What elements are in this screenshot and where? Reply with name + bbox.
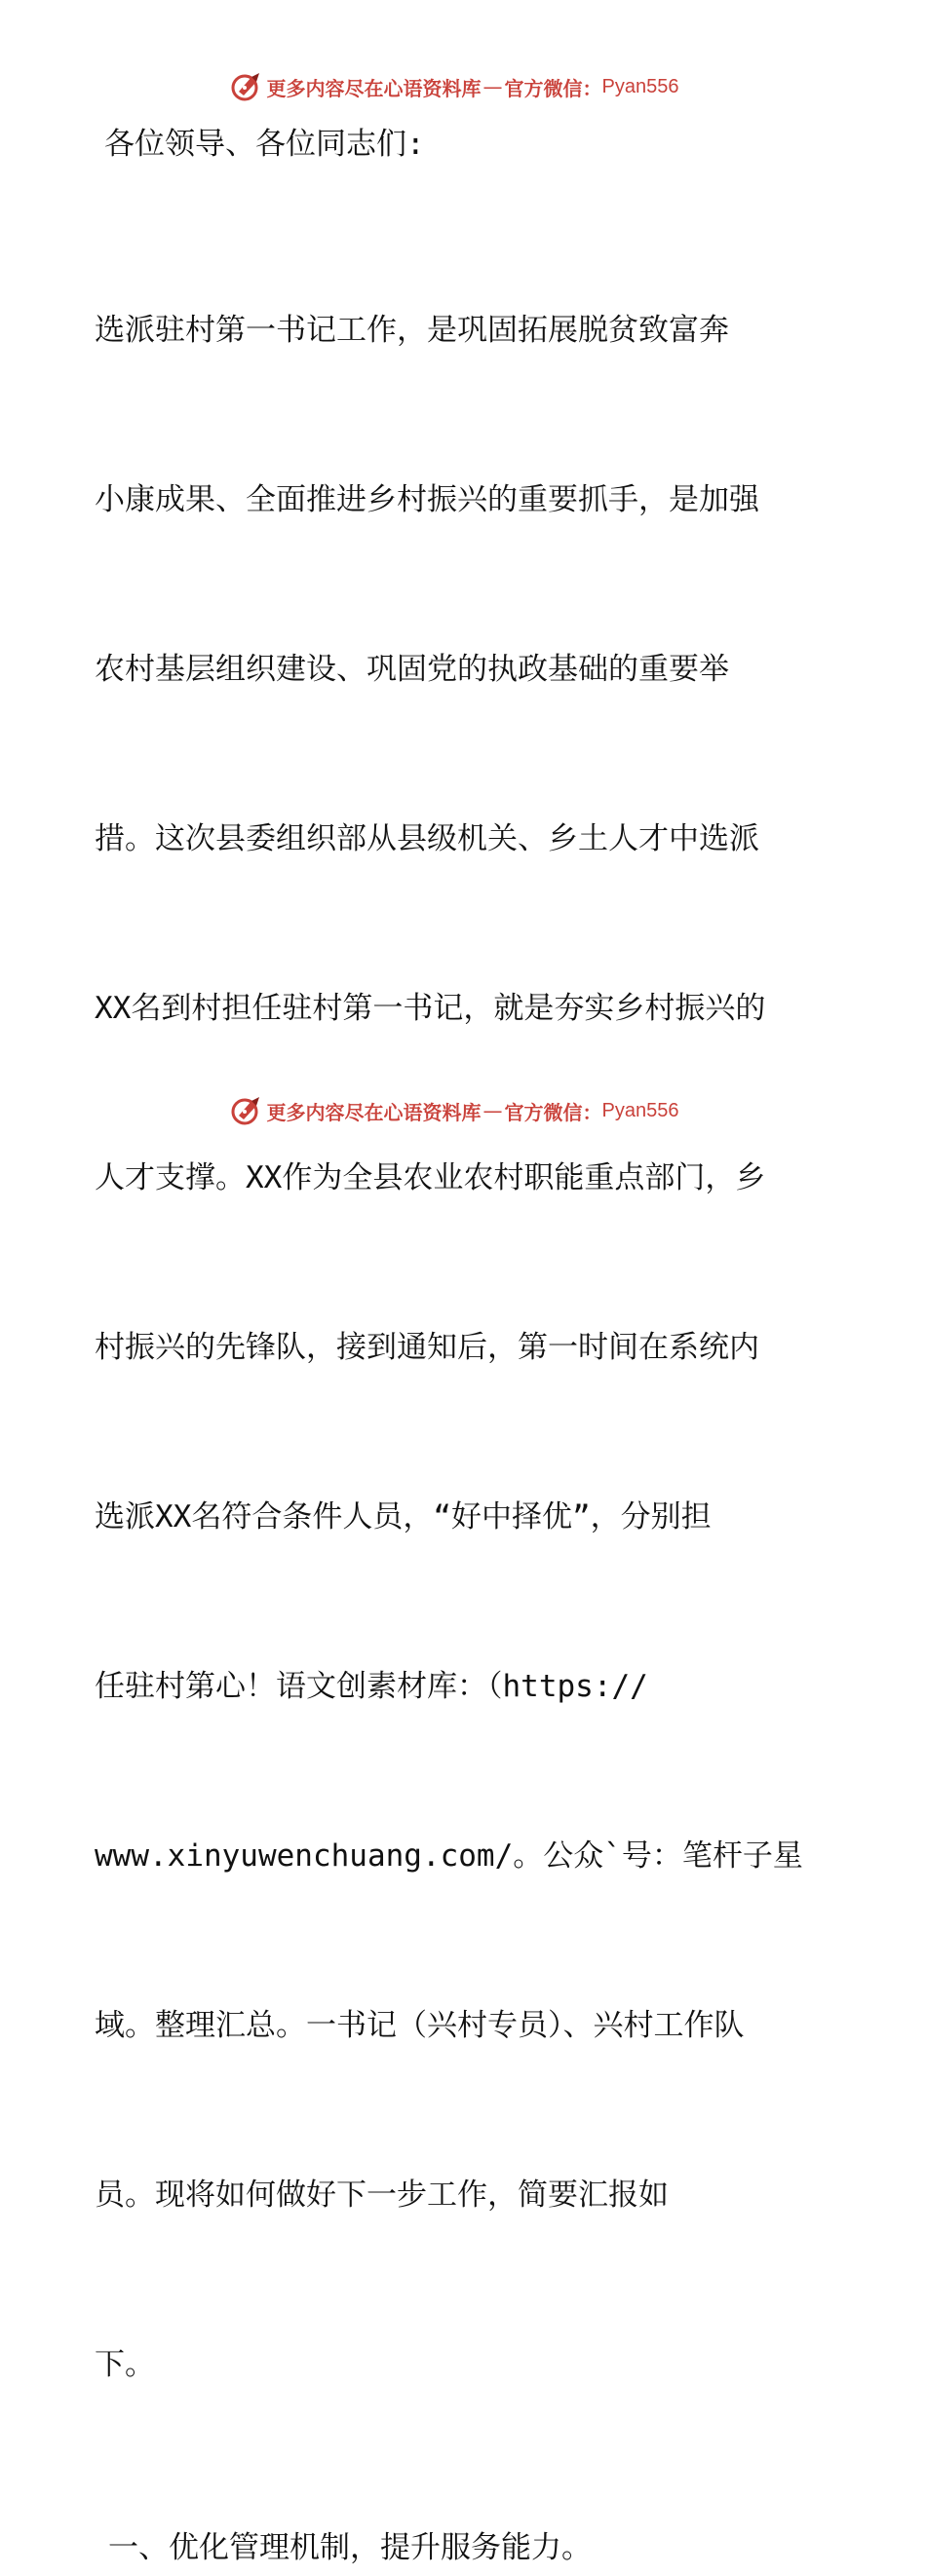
paragraph-line: 员。现将如何做好下一步工作，简要汇报如: [95, 2178, 669, 2213]
watermark-text: 更多内容尽在心语资料库: [266, 1100, 482, 1124]
section-heading: 一、优化管理机制，提升服务能力。: [108, 2530, 592, 2565]
watermark-wechat-label: 官方微信：: [504, 1100, 602, 1124]
salutation: 各位领导、各位同志们:: [104, 127, 425, 162]
pen-nib-logo-icon: [230, 1094, 263, 1127]
watermark-wechat-id: Pyan556: [601, 1099, 679, 1121]
paragraph-line: 选派驻村第一书记工作，是巩固拓展脱贫致富奔: [95, 313, 729, 348]
paragraph-line: 人才支撑。XX作为全县农业农村职能重点部门，乡: [95, 1160, 766, 1195]
watermark-wechat-id: Pyan556: [601, 75, 679, 97]
paragraph-line: www.xinyuwenchuang.com/。公众`号：笔杆子星: [95, 1838, 803, 1874]
paragraph-line: 农村基层组织建设、巩固党的执政基础的重要举: [95, 652, 729, 687]
paragraph-line: XX名到村担任驻村第一书记，就是夯实乡村振兴的: [95, 991, 766, 1026]
watermark-separator: —: [482, 1099, 503, 1122]
paragraph-line: 措。这次县委组织部从县级机关、乡土人才中选派: [95, 821, 759, 856]
paragraph-line: 村振兴的先锋队，接到通知后，第一时间在系统内: [95, 1330, 759, 1365]
footer-watermark: [0, 1094, 926, 1127]
pen-nib-logo-icon: [230, 70, 263, 103]
paragraph-line: 任驻村第心！语文创素材库：（https://: [95, 1669, 648, 1704]
watermark-wechat-label: 官方微信：: [504, 76, 602, 100]
paragraph-line: 选派XX名符合条件人员，“好中择优”，分别担: [95, 1499, 712, 1534]
document-body: [95, 119, 845, 2576]
paragraph-line: 域。整理汇总。一书记（兴村专员）、兴村工作队: [95, 2008, 745, 2043]
header-watermark: [0, 70, 926, 103]
paragraph-line: 下。: [95, 2347, 155, 2382]
body-paragraph: [95, 189, 845, 2506]
watermark-separator: —: [482, 75, 503, 98]
paragraph-line: 小康成果、全面推进乡村振兴的重要抓手，是加强: [95, 482, 759, 517]
watermark-text: 更多内容尽在心语资料库: [266, 76, 482, 100]
